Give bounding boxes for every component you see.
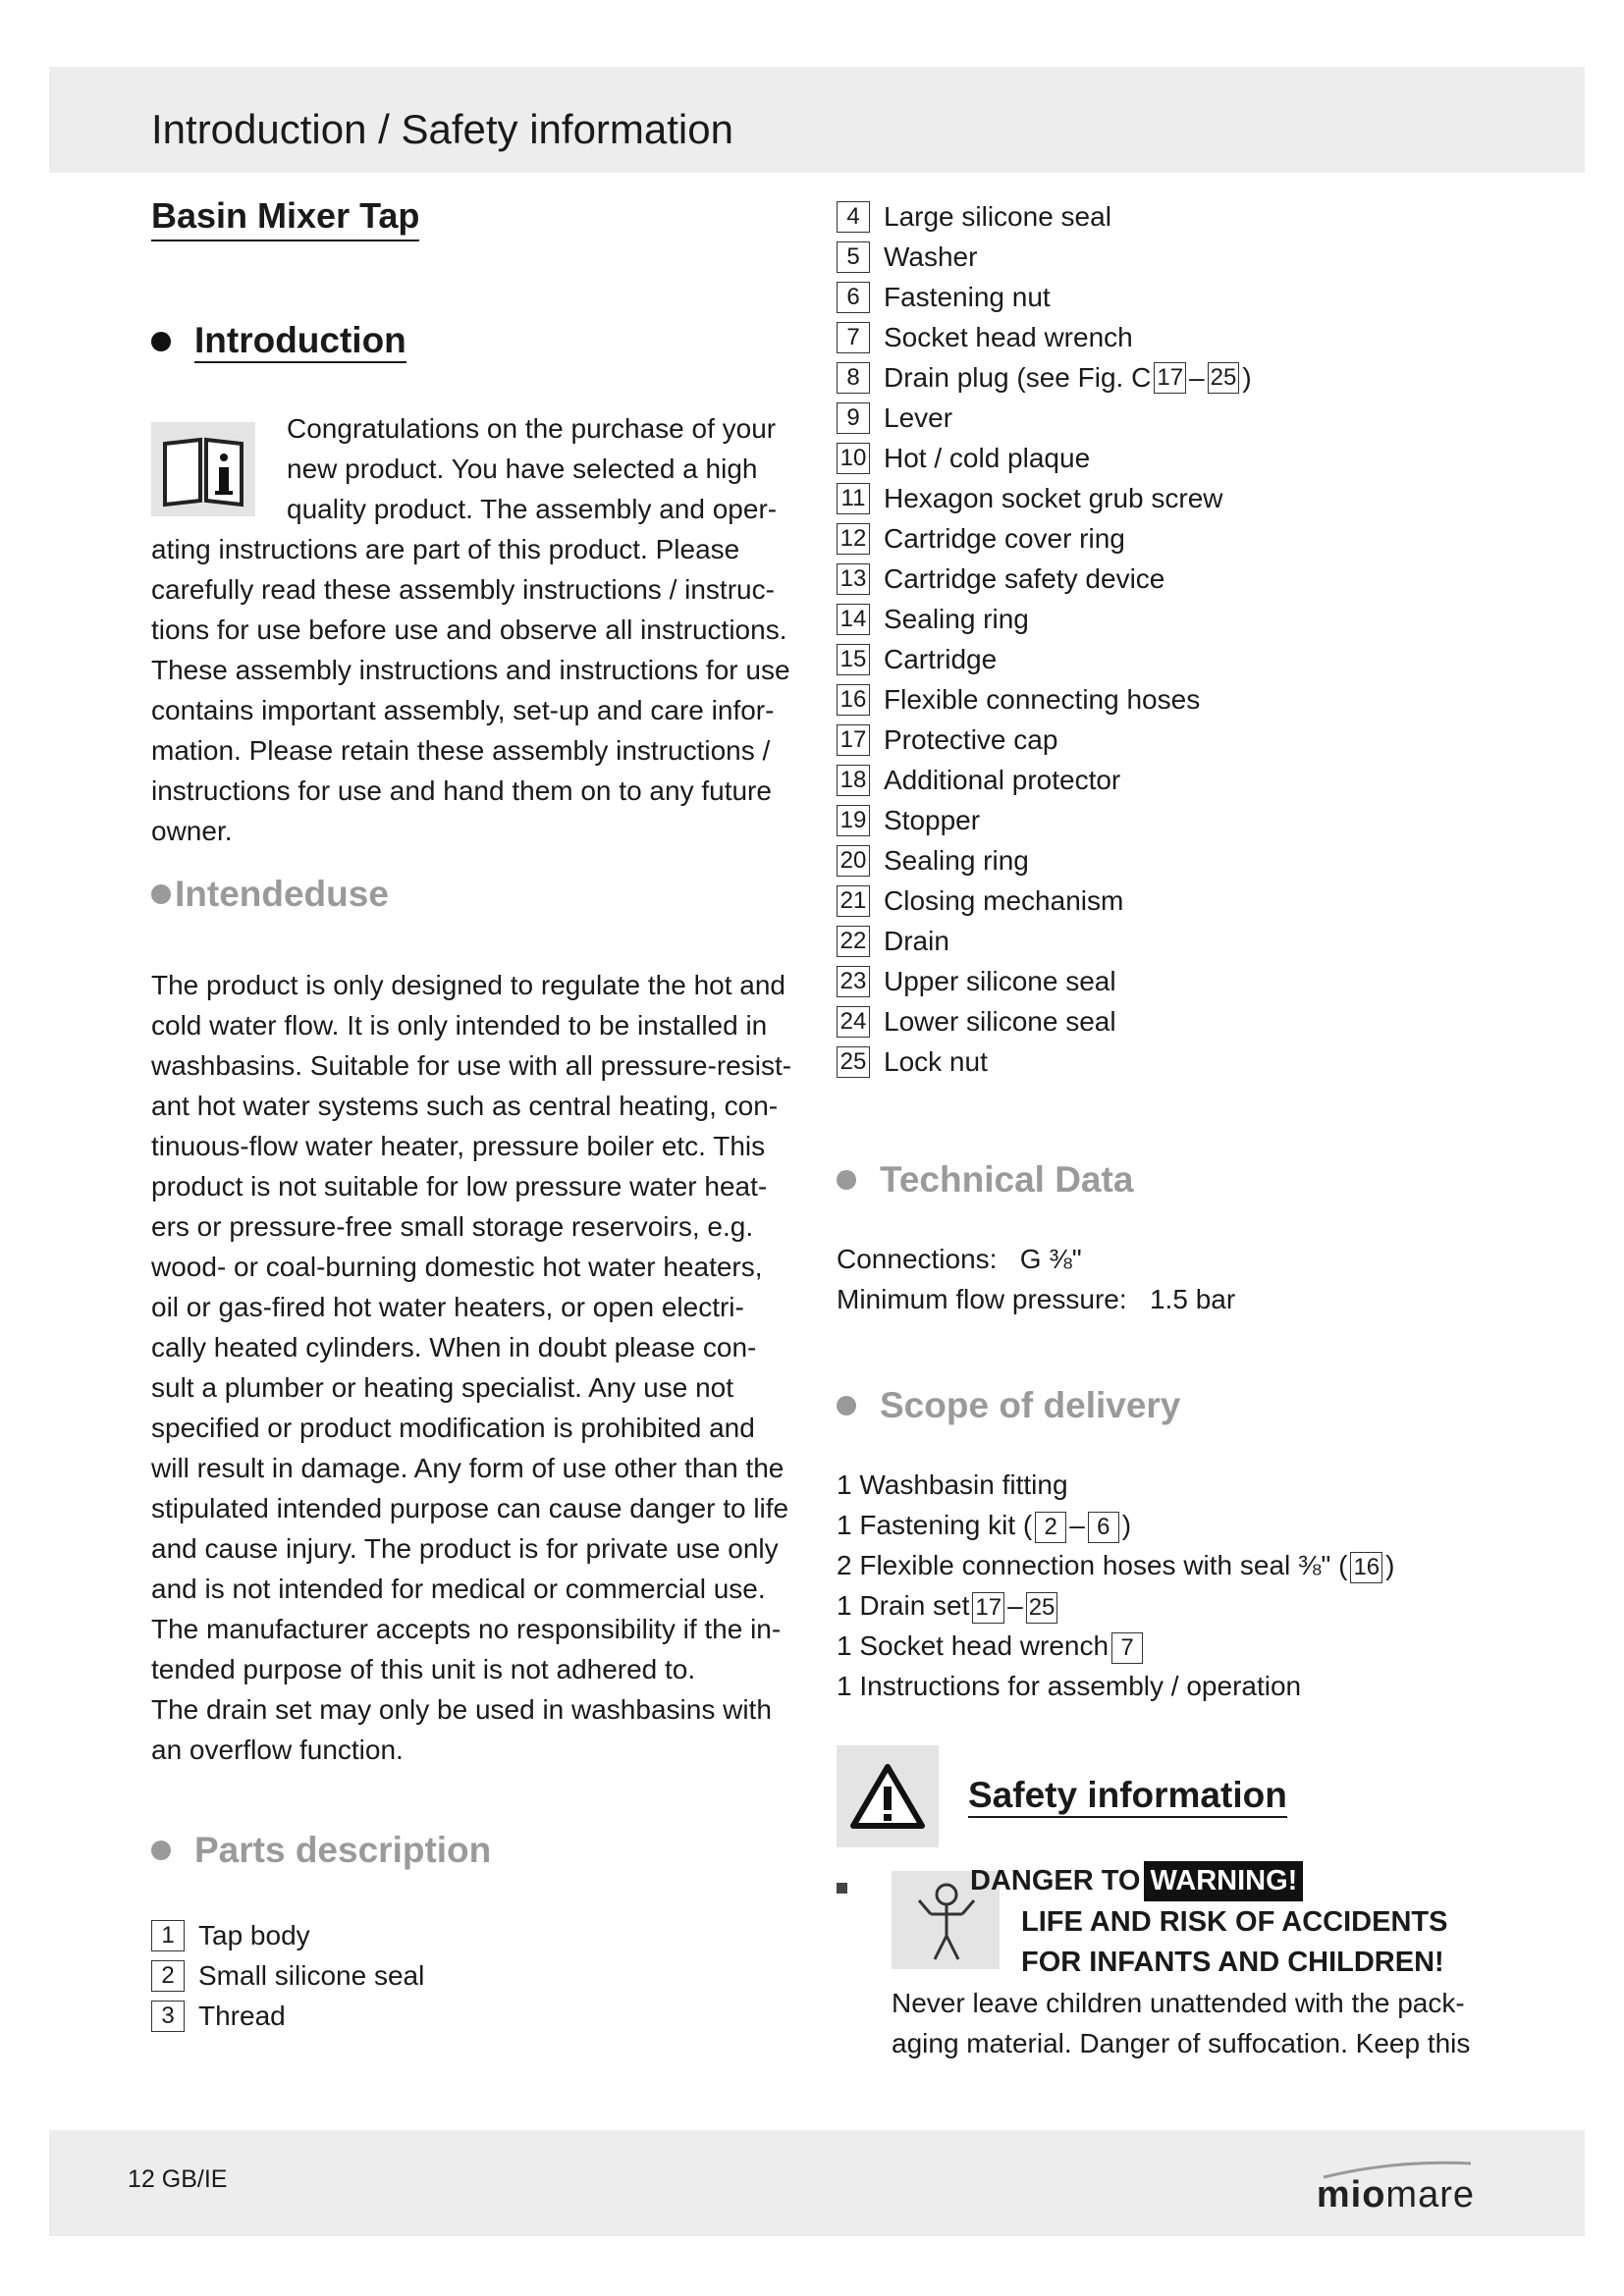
intended-use-title: Intendeduse — [175, 874, 389, 914]
part-number: 22 — [837, 926, 870, 957]
technical-data-title: Technical Data — [880, 1159, 1134, 1200]
figure-ref: 6 — [1088, 1512, 1119, 1543]
part-number: 12 — [837, 523, 870, 555]
part-item — [837, 881, 1485, 921]
part-item — [837, 1041, 1485, 1082]
warning-badge: WARNING! — [1144, 1861, 1303, 1901]
brand-light: mare — [1385, 2174, 1475, 2216]
ref-separator: – — [1007, 1590, 1023, 1621]
danger-label — [970, 1861, 1303, 1901]
ref-tail: ) — [1385, 1550, 1395, 1580]
pressure-label: Minimum flow pressure: — [837, 1284, 1127, 1314]
part-item — [837, 237, 1485, 277]
text-line: ating instructions are part of this product. Please — [151, 534, 740, 564]
part-item — [837, 720, 1485, 760]
figure-ref: 17 — [972, 1592, 1004, 1624]
part-item — [837, 599, 1485, 639]
part-number: 6 — [837, 282, 870, 313]
introduction-title: Introduction — [194, 320, 406, 363]
brand-bold: mio — [1316, 2174, 1386, 2216]
scope-item-text: 1 Instructions for assembly / operation — [837, 1671, 1302, 1701]
part-label: Hexagon socket grub screw — [884, 483, 1223, 513]
text-line: tinuous-flow water heater, pressure boiler etc. This — [151, 1131, 766, 1161]
text-line: oil or gas-fired hot water heaters, or open electri- — [151, 1292, 744, 1322]
bullet-dot-icon — [151, 332, 171, 351]
ref-tail: ) — [1121, 1510, 1132, 1540]
part-item — [837, 639, 1485, 679]
part-number: 24 — [837, 1006, 870, 1038]
scope-item — [837, 1666, 1485, 1706]
part-item — [837, 277, 1485, 317]
part-number: 25 — [837, 1046, 870, 1078]
scope-item-text: 2 Flexible connection hoses with seal ⅜" ( — [837, 1550, 1348, 1580]
part-item — [837, 840, 1485, 881]
text-line: tended purpose of this unit is not adhered to. — [151, 1654, 696, 1684]
connections-row — [837, 1239, 1485, 1279]
part-number: 13 — [837, 563, 870, 595]
text-line: new product. You have selected a high — [287, 454, 758, 484]
pressure-value: 1.5 bar — [1149, 1284, 1236, 1314]
part-number: 1 — [151, 1920, 185, 1951]
bullet-dot-icon — [151, 884, 171, 904]
intended-use-heading — [151, 865, 799, 924]
parts-heading — [151, 1821, 799, 1880]
figure-ref: 17 — [1154, 362, 1186, 394]
part-item — [837, 317, 1485, 357]
text-line: Congratulations on the purchase of your — [287, 413, 777, 444]
part-label: Cartridge — [884, 644, 998, 674]
part-item — [837, 518, 1485, 559]
text-line: ers or pressure-free small storage reservoirs, e.g. — [151, 1211, 754, 1242]
part-label: Cartridge safety device — [884, 563, 1165, 594]
scope-list — [837, 1465, 1485, 1706]
text-line: quality product. The assembly and oper- — [287, 494, 778, 524]
text-line: will result in damage. Any form of use other than the — [151, 1453, 785, 1483]
introduction-text — [151, 408, 799, 851]
part-item — [837, 760, 1485, 800]
part-number: 2 — [151, 1960, 185, 1992]
part-label: Small silicone seal — [198, 1960, 425, 1991]
text-line: The manufacturer accepts no responsibility if the in- — [151, 1614, 782, 1644]
text-line: and is not intended for medical or commercial use. — [151, 1574, 766, 1604]
intended-use-text — [151, 965, 799, 1770]
part-label: Sealing ring — [884, 845, 1029, 876]
connections-label: Connections: — [837, 1244, 998, 1274]
brand-name — [1317, 2174, 1475, 2216]
part-number: 23 — [837, 966, 870, 997]
part-label: Drain — [884, 926, 949, 956]
text-line: The product is only designed to regulate the hot and — [151, 970, 785, 1000]
danger-line: LIFE AND RISK OF ACCIDENTS — [1021, 1906, 1448, 1938]
part-number: 4 — [837, 201, 870, 233]
danger-to-text: DANGER TO — [970, 1865, 1141, 1896]
part-item — [837, 961, 1485, 1001]
ref-separator: – — [1069, 1510, 1085, 1540]
part-number: 16 — [837, 684, 870, 716]
ref-separator: – — [1189, 362, 1205, 393]
part-label: Lower silicone seal — [884, 1006, 1116, 1037]
bullet-dot-icon — [151, 1841, 171, 1860]
technical-data-heading — [837, 1150, 1485, 1209]
text-line: cold water flow. It is only intended to be installed in — [151, 1010, 768, 1041]
ref-tail: ) — [1242, 362, 1252, 393]
text-line: stipulated intended purpose can cause danger to life — [151, 1493, 789, 1523]
header-band — [49, 67, 1585, 173]
text-line: These assembly instructions and instructions for use — [151, 655, 790, 685]
text-line: and cause injury. The product is for private use only — [151, 1533, 779, 1564]
bullet-dot-icon — [837, 1170, 856, 1190]
part-item — [837, 196, 1485, 237]
safety-heading — [837, 1745, 1485, 1847]
part-label: Tap body — [198, 1920, 310, 1950]
scope-item-text: 1 Socket head wrench — [837, 1630, 1110, 1661]
part-number: 19 — [837, 805, 870, 836]
text-line: an overflow function. — [151, 1735, 404, 1765]
scope-item — [837, 1465, 1485, 1505]
text-line: sult a plumber or heating specialist. Any use not — [151, 1372, 734, 1403]
text-line: instructions for use and hand them on to any future — [151, 775, 772, 806]
part-number: 8 — [837, 362, 870, 394]
part-number: 5 — [837, 241, 870, 273]
scope-title: Scope of delivery — [880, 1385, 1181, 1425]
text-line: owner. — [151, 816, 233, 846]
scope-item-text: 1 Drain set — [837, 1590, 970, 1621]
part-item — [151, 1915, 799, 1955]
text-line: washbasins. Suitable for use with all pressure-resist- — [151, 1050, 792, 1081]
danger-line: FOR INFANTS AND CHILDREN! — [1021, 1947, 1444, 1978]
part-number: 17 — [837, 724, 870, 756]
figure-ref: 2 — [1035, 1512, 1066, 1543]
part-number: 14 — [837, 604, 870, 635]
part-label: Hot / cold plaque — [884, 443, 1091, 473]
part-label: Additional protector — [884, 765, 1121, 795]
part-number: 15 — [837, 644, 870, 675]
part-label: Upper silicone seal — [884, 966, 1116, 996]
figure-ref: 7 — [1111, 1632, 1143, 1664]
connections-value: G ⅜" — [1019, 1244, 1082, 1274]
part-item — [837, 1001, 1485, 1041]
part-item — [837, 679, 1485, 720]
part-label: Lever — [884, 402, 953, 433]
page-title: Introduction / Safety information — [151, 106, 733, 152]
text-line: product is not suitable for low pressure water heat- — [151, 1171, 768, 1201]
part-item — [151, 1955, 799, 1996]
square-bullet-icon — [837, 1883, 847, 1894]
part-item — [837, 559, 1485, 599]
introduction-heading — [151, 312, 799, 371]
scope-item — [837, 1545, 1485, 1585]
part-label: Drain plug (see Fig. C — [884, 362, 1152, 393]
text-line: mation. Please retain these assembly instructions / — [151, 735, 771, 766]
text-line: Never leave children unattended with the pack- — [892, 1988, 1465, 2018]
text-line: contains important assembly, set-up and care infor- — [151, 695, 775, 725]
part-label: Sealing ring — [884, 604, 1029, 634]
safety-title: Safety information — [968, 1775, 1287, 1818]
part-item — [837, 921, 1485, 961]
part-item — [837, 357, 1485, 398]
part-number: 21 — [837, 885, 870, 917]
scope-item — [837, 1585, 1485, 1626]
part-item — [837, 398, 1485, 438]
part-number: 7 — [837, 322, 870, 353]
part-label: Closing mechanism — [884, 885, 1124, 916]
scope-item-text: 1 Washbasin fitting — [837, 1469, 1068, 1500]
part-label: Large silicone seal — [884, 201, 1111, 232]
text-line: wood- or coal-burning domestic hot water heaters, — [151, 1252, 763, 1282]
warning-triangle-icon — [837, 1745, 939, 1847]
danger-warning-block — [837, 1861, 1485, 2057]
text-line: tions for use before use and observe all instructions. — [151, 614, 787, 645]
part-number: 11 — [837, 483, 870, 514]
danger-detail — [1021, 1902, 1447, 1983]
danger-text — [892, 1983, 1490, 2063]
text-line: specified or product modification is prohibited and — [151, 1413, 755, 1443]
scope-item — [837, 1505, 1485, 1545]
figure-ref: 25 — [1026, 1592, 1058, 1624]
part-label: Lock nut — [884, 1046, 988, 1077]
text-line: ant hot water systems such as central heating, con- — [151, 1091, 779, 1121]
bullet-dot-icon — [837, 1396, 856, 1415]
part-label: Fastening nut — [884, 282, 1051, 312]
text-line: aging material. Danger of suffocation. Keep this — [892, 2028, 1471, 2058]
part-item — [151, 1996, 799, 2036]
part-item — [837, 478, 1485, 518]
part-label: Socket head wrench — [884, 322, 1133, 352]
main-title: Basin Mixer Tap — [151, 196, 419, 241]
figure-ref: 16 — [1350, 1552, 1382, 1583]
text-line: carefully read these assembly instructions / instruc- — [151, 574, 775, 605]
part-item — [837, 438, 1485, 478]
part-label: Washer — [884, 241, 978, 272]
parts-list-right — [837, 196, 1485, 1082]
scope-heading — [837, 1376, 1485, 1435]
left-column — [151, 196, 799, 2036]
footer-band — [49, 2130, 1585, 2236]
part-number: 20 — [837, 845, 870, 877]
part-label: Thread — [198, 2001, 286, 2031]
part-number: 10 — [837, 443, 870, 474]
parts-list-left — [151, 1915, 799, 2036]
introduction-block — [151, 408, 799, 846]
parts-title: Parts description — [194, 1830, 492, 1870]
text-line: The drain set may only be used in washbasins with — [151, 1694, 772, 1725]
scope-item-text: 1 Fastening kit ( — [837, 1510, 1033, 1540]
right-column — [837, 196, 1485, 2057]
pressure-row — [837, 1279, 1485, 1319]
part-label: Protective cap — [884, 724, 1058, 755]
part-label: Cartridge cover ring — [884, 523, 1125, 554]
part-item — [837, 800, 1485, 840]
scope-item — [837, 1626, 1485, 1666]
part-label: Stopper — [884, 805, 981, 835]
part-label: Flexible connecting hoses — [884, 684, 1201, 715]
brand-logo — [1318, 2158, 1475, 2216]
text-line: cally heated cylinders. When in doubt please con- — [151, 1332, 757, 1362]
part-number: 18 — [837, 765, 870, 796]
part-number: 3 — [151, 2001, 185, 2032]
part-number: 9 — [837, 402, 870, 434]
figure-ref: 25 — [1208, 362, 1240, 394]
page-number: 12 GB/IE — [128, 2165, 228, 2193]
